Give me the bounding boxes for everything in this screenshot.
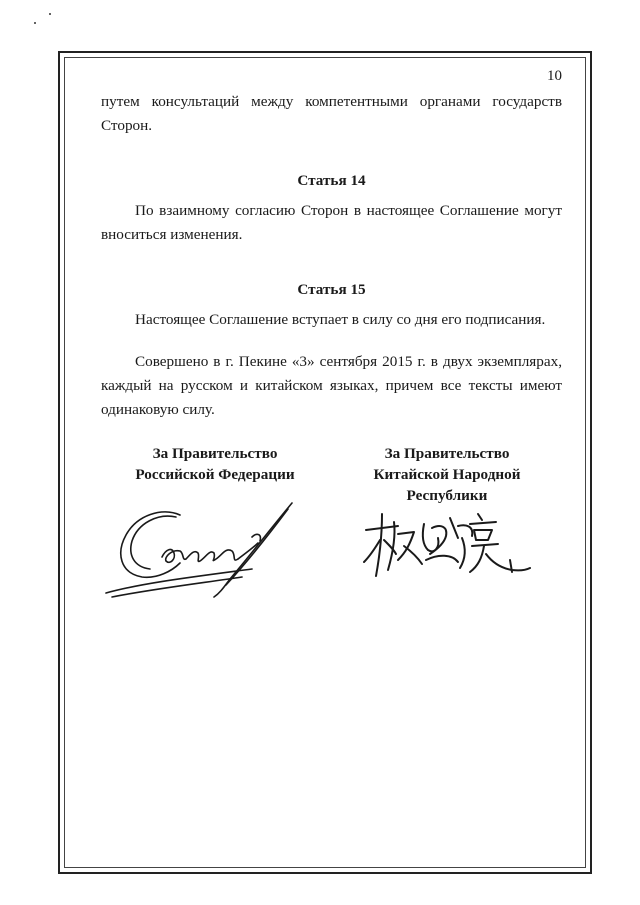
chinese-signature-image — [362, 510, 532, 585]
article-15-heading: Статья 15 — [297, 281, 366, 298]
document-body — [101, 90, 562, 422]
signatory-china — [352, 443, 542, 506]
signatory-china-line-2: Китайской Народной — [373, 466, 521, 483]
intro-line-1: путем консультаций между компетентными органами государств — [101, 93, 562, 110]
article-14-heading: Статья 14 — [297, 172, 366, 189]
article-15-text: Настоящее Соглашение вступает в силу со дня его подписания. — [135, 311, 546, 328]
scan-speck — [49, 13, 51, 15]
signatory-russia-line-1: За Правительство — [152, 445, 278, 462]
scan-speck — [34, 22, 36, 24]
signatory-china-line-3: Республики — [406, 487, 488, 504]
signatory-russia — [120, 443, 310, 485]
signatory-russia-line-2: Российской Федерации — [135, 466, 295, 483]
article-14-text: По взаимному согласию Сторон в настоящее Соглашение могут вноситься изменения. — [101, 202, 562, 243]
russian-signature-image — [102, 497, 307, 607]
intro-line-2: Сторон. — [101, 117, 153, 134]
page-number: 10 — [547, 68, 562, 84]
done-paragraph: Совершено в г. Пекине «3» сентября 2015 г. в двух экземплярах, каждый на русском и китайском языках, причем все тексты имеют одинаковую силу. — [101, 353, 562, 418]
signatory-china-line-1: За Правительство — [384, 445, 510, 462]
